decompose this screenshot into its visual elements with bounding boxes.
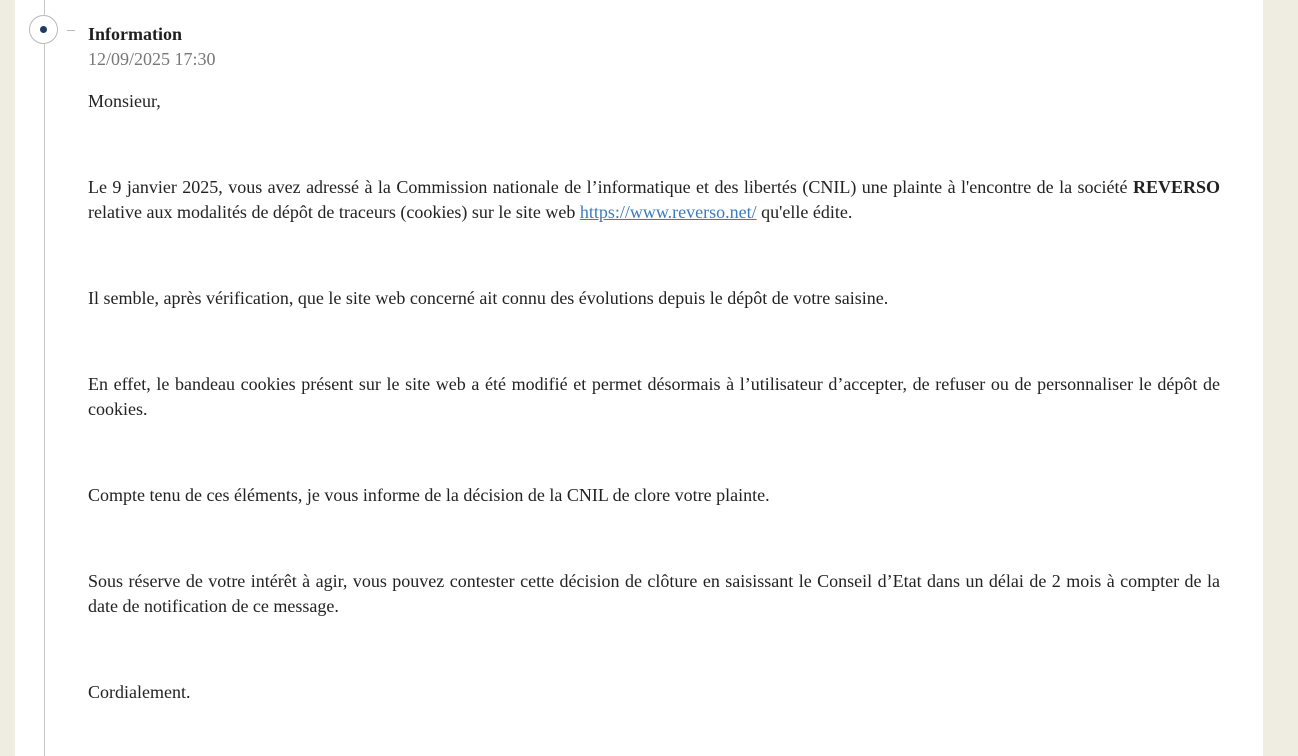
paragraph-1-text-middle: relative aux modalités de dépôt de traceurs (cookies) sur le site web xyxy=(88,202,580,222)
message-paragraph-1 xyxy=(88,175,1220,225)
website-link[interactable]: https://www.reverso.net/ xyxy=(579,202,757,222)
message-body xyxy=(88,89,1220,705)
timeline-dot-icon xyxy=(40,26,47,33)
message-paragraph-3: En effet, le bandeau cookies présent sur le site web a été modifié et permet désormais à l’utilisateur d’accepter, de refuser ou de personnaliser le dépôt de cookies. xyxy=(88,374,1220,419)
company-name: REVERSO xyxy=(1132,177,1220,197)
entry-title: Information xyxy=(88,24,182,44)
timeline-node xyxy=(29,15,58,44)
timeline-connector xyxy=(67,30,75,31)
message-panel xyxy=(15,0,1263,756)
paragraph-1-text-end: qu'elle édite. xyxy=(756,202,853,222)
entry-date: 12/09/2025 17:30 xyxy=(88,49,216,69)
paragraph-1-text-start: Le 9 janvier 2025, vous avez adressé à la Commission nationale de l’informatique et des libertés (CNIL) une plainte à l'encontre de la société xyxy=(88,177,1133,197)
message-paragraph-2: Il semble, après vérification, que le site web concerné ait connu des évolutions depuis le dépôt de votre saisine. xyxy=(88,288,889,308)
message-paragraph-4: Compte tenu de ces éléments, je vous informe de la décision de la CNIL de clore votre plainte. xyxy=(88,485,770,505)
message-greeting: Monsieur, xyxy=(88,91,161,111)
message-closing: Cordialement. xyxy=(88,682,191,702)
message-paragraph-5: Sous réserve de votre intérêt à agir, vous pouvez contester cette décision de clôture en saisissant le Conseil d’Etat dans un délai de 2 mois à compter de la date de notification de ce message. xyxy=(88,571,1220,616)
timeline-line xyxy=(44,0,45,756)
timeline-entry xyxy=(88,22,1220,705)
